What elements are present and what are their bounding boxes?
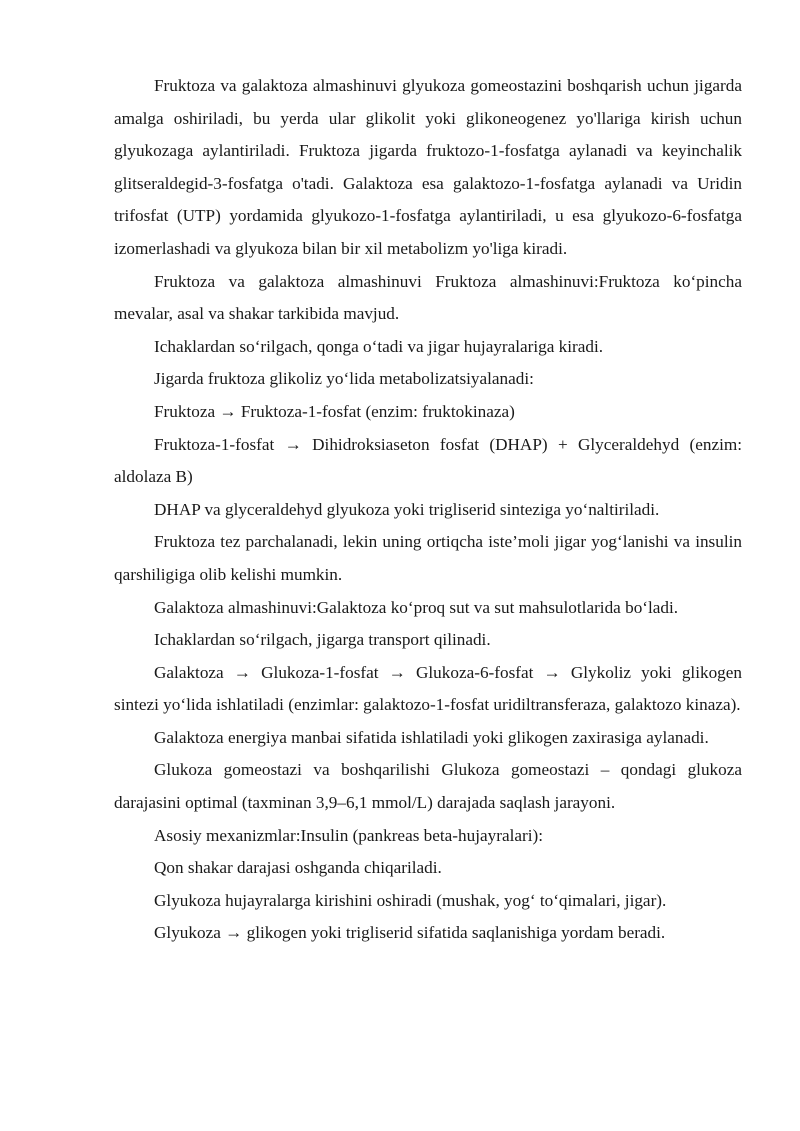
- body-text: [114, 70, 742, 950]
- paragraph-intro: Fruktoza va galaktoza almashinuvi glyukoza gomeostazini boshqarish uchun jigarda amalga oshiriladi, bu yerda ular glikolit yoki glikoneogenez yo'llariga kirish uchun glyukozaga aylantiriladi. Fruktoza jigarda fruktozo-1-fosfatga aylanadi va keyinchalik glitseraldegid-3-fosfatga o'tadi. Galaktoza esa galaktozo-1-fosfatga aylanadi va Uridin trifosfat (UTP) yordamida glyukozo-1-fosfatga aylantiriladi, u esa glyukozo-6-fosfatga izomerlashadi va glyukoza bilan bir xil metabolizm yo'liga kiradi.: [114, 76, 742, 258]
- paragraph-fructose-heading: Fruktoza va galaktoza almashinuvi Fruktoza almashinuvi:Fruktoza ko‘pincha mevalar, asal va shakar tarkibida mavjud.: [114, 271, 742, 324]
- paragraph-galactose-heading: Galaktoza almashinuvi:Galaktoza ko‘proq sut va sut mahsulotlarida bo‘ladi.: [154, 597, 679, 617]
- paragraph: Jigarda fruktoza glikoliz yo‘lida metabolizatsiyalanadi:: [154, 369, 534, 389]
- paragraph: DHAP va glyceraldehyd glyukoza yoki trigliserid sinteziga yo‘naltiriladi.: [154, 499, 660, 519]
- paragraph: Fruktoza tez parchalanadi, lekin uning ortiqcha iste’moli jigar yog‘lanishi va insulin qarshiligiga olib kelishi mumkin.: [114, 532, 742, 584]
- paragraph: Ichaklardan so‘rilgach, qonga o‘tadi va jigar hujayralariga kiradi.: [154, 336, 604, 356]
- reaction-line: Galaktoza → Glukoza-1-fosfat → Glukoza-6-fosfat → Glykoliz yoki glikogen sintezi yo‘lida ishlatiladi (enzimlar: galaktozo-1-fosfat uridiltransferaza, galaktozo kinaza).: [114, 662, 742, 715]
- paragraph: Glyukoza → glikogen yoki trigliserid sifatida saqlanishiga yordam beradi.: [154, 923, 666, 943]
- paragraph: Asosiy mexanizmlar:Insulin (pankreas beta-hujayralari):: [154, 825, 543, 845]
- paragraph: Ichaklardan so‘rilgach, jigarga transport qilinadi.: [154, 630, 491, 650]
- reaction-line: Fruktoza → Fruktoza-1-fosfat (enzim: fruktokinaza): [154, 401, 515, 421]
- paragraph-glucose-heading: Glukoza gomeostazi va boshqarilishi Glukoza gomeostazi – qondagi glukoza darajasini optimal (taxminan 3,9–6,1 mmol/L) darajada saqlash jarayoni.: [114, 760, 742, 813]
- paragraph: Glyukoza hujayralarga kirishini oshiradi (mushak, yog‘ to‘qimalari, jigar).: [154, 890, 667, 910]
- paragraph: Qon shakar darajasi oshganda chiqariladi.: [154, 858, 442, 878]
- paragraph: Galaktoza energiya manbai sifatida ishlatiladi yoki glikogen zaxirasiga aylanadi.: [154, 727, 709, 747]
- reaction-line: Fruktoza-1-fosfat → Dihidroksiaseton fosfat (DHAP) + Glyceraldehyd (enzim: aldolaza B): [114, 434, 742, 487]
